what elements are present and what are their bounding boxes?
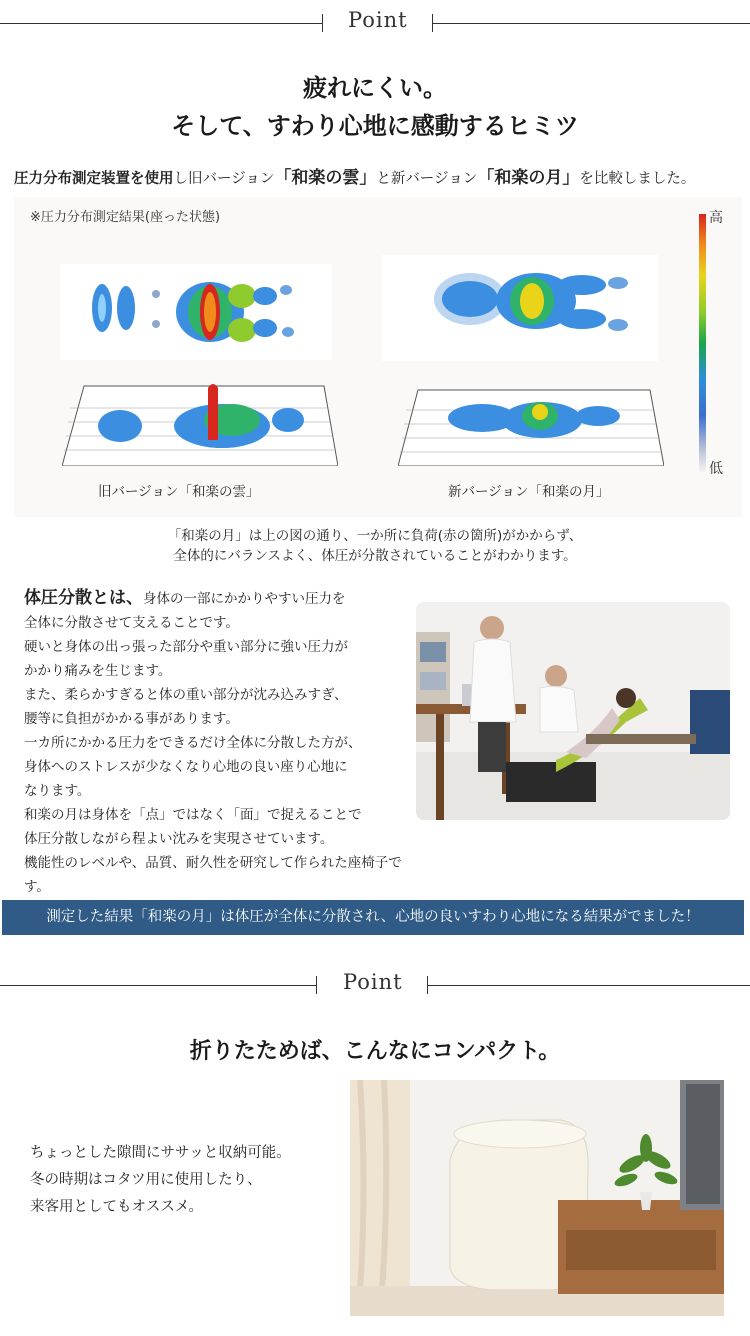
assistant-head bbox=[545, 665, 567, 687]
folded-chair-photo bbox=[350, 1080, 724, 1316]
body-line-2: 硬いと身体の出っ張った部分や重い部分に強い圧力が bbox=[24, 639, 348, 655]
chart-note-line-2: 全体的にバランスよく、体圧が分散されていることがわかります。 bbox=[173, 548, 577, 564]
new-version-label: 新バージョン「和楽の月」 bbox=[448, 484, 610, 500]
chart-caption: ※圧力分布測定結果(座った状態) bbox=[30, 210, 221, 225]
body-line-3: かかり痛みを生じます。 bbox=[24, 663, 172, 679]
point-rule-right bbox=[427, 985, 750, 986]
body-line-7: 身体へのストレスが少なくなり心地の良い座り心地に bbox=[24, 759, 348, 775]
old-version-heatmap bbox=[60, 264, 332, 360]
doctor-head bbox=[480, 616, 504, 640]
old-version-3d-plot bbox=[62, 380, 338, 466]
point-rule-left bbox=[0, 23, 322, 24]
measurement-photo bbox=[416, 602, 730, 820]
old-version-label: 旧バージョン「和楽の雲」 bbox=[98, 484, 260, 500]
intro-part2: し旧バージョン bbox=[173, 171, 275, 187]
body-lead: 体圧分散とは、 bbox=[24, 588, 143, 608]
point-header-1 bbox=[0, 8, 750, 38]
compact-line-2: 来客用としてもオススメ。 bbox=[30, 1199, 203, 1215]
new-heatmap-blobs bbox=[434, 273, 628, 331]
compact-line-1: 冬の時期はコタツ用に使用したり、 bbox=[30, 1172, 262, 1188]
new-3d-blob-right bbox=[576, 406, 620, 426]
point-label: Point bbox=[343, 970, 403, 994]
intro-part1: 圧力分布測定装置を使用 bbox=[14, 171, 174, 187]
new-3d-peak bbox=[532, 404, 548, 420]
body-line-11: 機能性のレベルや、品質、耐久性を研究して作られた座椅子です。 bbox=[24, 855, 402, 895]
scale-high-label: 高 bbox=[709, 210, 723, 226]
result-banner: 測定した結果「和楽の月」は体圧が全体に分散され、心地の良いすわり心地になる結果がでました！ bbox=[2, 900, 744, 935]
point-label: Point bbox=[348, 8, 408, 32]
old-3d-peak bbox=[208, 384, 218, 440]
body-line-1: 全体に分散させて支えることです。 bbox=[24, 615, 239, 631]
cushion-chair bbox=[690, 690, 730, 754]
body-pressure-explanation bbox=[24, 586, 424, 899]
old-3d-blob-left bbox=[98, 410, 142, 442]
body-line-9: 和楽の月は身体を「点」ではなく「面」で捉えることで bbox=[24, 807, 362, 823]
point-header-2 bbox=[0, 970, 750, 1000]
body-line-6: 一カ所にかかる圧力をできるだけ全体に分散した方が、 bbox=[24, 735, 362, 751]
intro-new-name: 「和楽の月」 bbox=[477, 168, 580, 188]
intro-old-name: 「和楽の雲」 bbox=[274, 168, 377, 188]
headline-line-1: 疲れにくい。 bbox=[303, 74, 447, 102]
chart-note-line-1: 「和楽の月」は上の図の通り、一か所に負荷(赤の箇所)がかからず、 bbox=[167, 528, 583, 544]
old-3d-blob-right bbox=[272, 408, 304, 432]
compact-line-0: ちょっとした隙間にササッと収納可能。 bbox=[30, 1145, 291, 1161]
point-tick-left bbox=[316, 976, 317, 994]
compact-description bbox=[30, 1140, 291, 1221]
body-line-0: 身体の一部にかかりやすい圧力を bbox=[143, 591, 346, 607]
point-tick-left bbox=[322, 14, 323, 32]
body-line-8: なります。 bbox=[24, 783, 91, 799]
body-line-5: 腰等に負担がかかる事があります。 bbox=[24, 711, 239, 727]
pressure-mat bbox=[506, 762, 596, 802]
body-line-4: また、柔らかすぎると体の重い部分が沈み込みすぎ、 bbox=[24, 687, 348, 703]
new-version-heatmap bbox=[382, 255, 658, 361]
headline-line-2: そして、すわり心地に感動するヒミツ bbox=[171, 112, 579, 140]
body-line-10: 体圧分散しながら程よい沈みを実現させています。 bbox=[24, 831, 334, 847]
plant-pot bbox=[640, 1192, 652, 1210]
compact-headline: 折りたためば、こんなにコンパクト。 bbox=[189, 1039, 561, 1064]
new-version-3d-plot bbox=[398, 386, 664, 466]
point-rule-right bbox=[432, 23, 750, 24]
intro-text bbox=[14, 163, 695, 188]
old-heatmap-blobs bbox=[92, 282, 294, 342]
intro-part4: を比較しました。 bbox=[579, 171, 696, 187]
scale-low-label: 低 bbox=[709, 461, 723, 477]
point-rule-left bbox=[0, 985, 316, 986]
pressure-scale-bar bbox=[699, 214, 706, 472]
intro-part3: と新バージョン bbox=[376, 171, 478, 187]
